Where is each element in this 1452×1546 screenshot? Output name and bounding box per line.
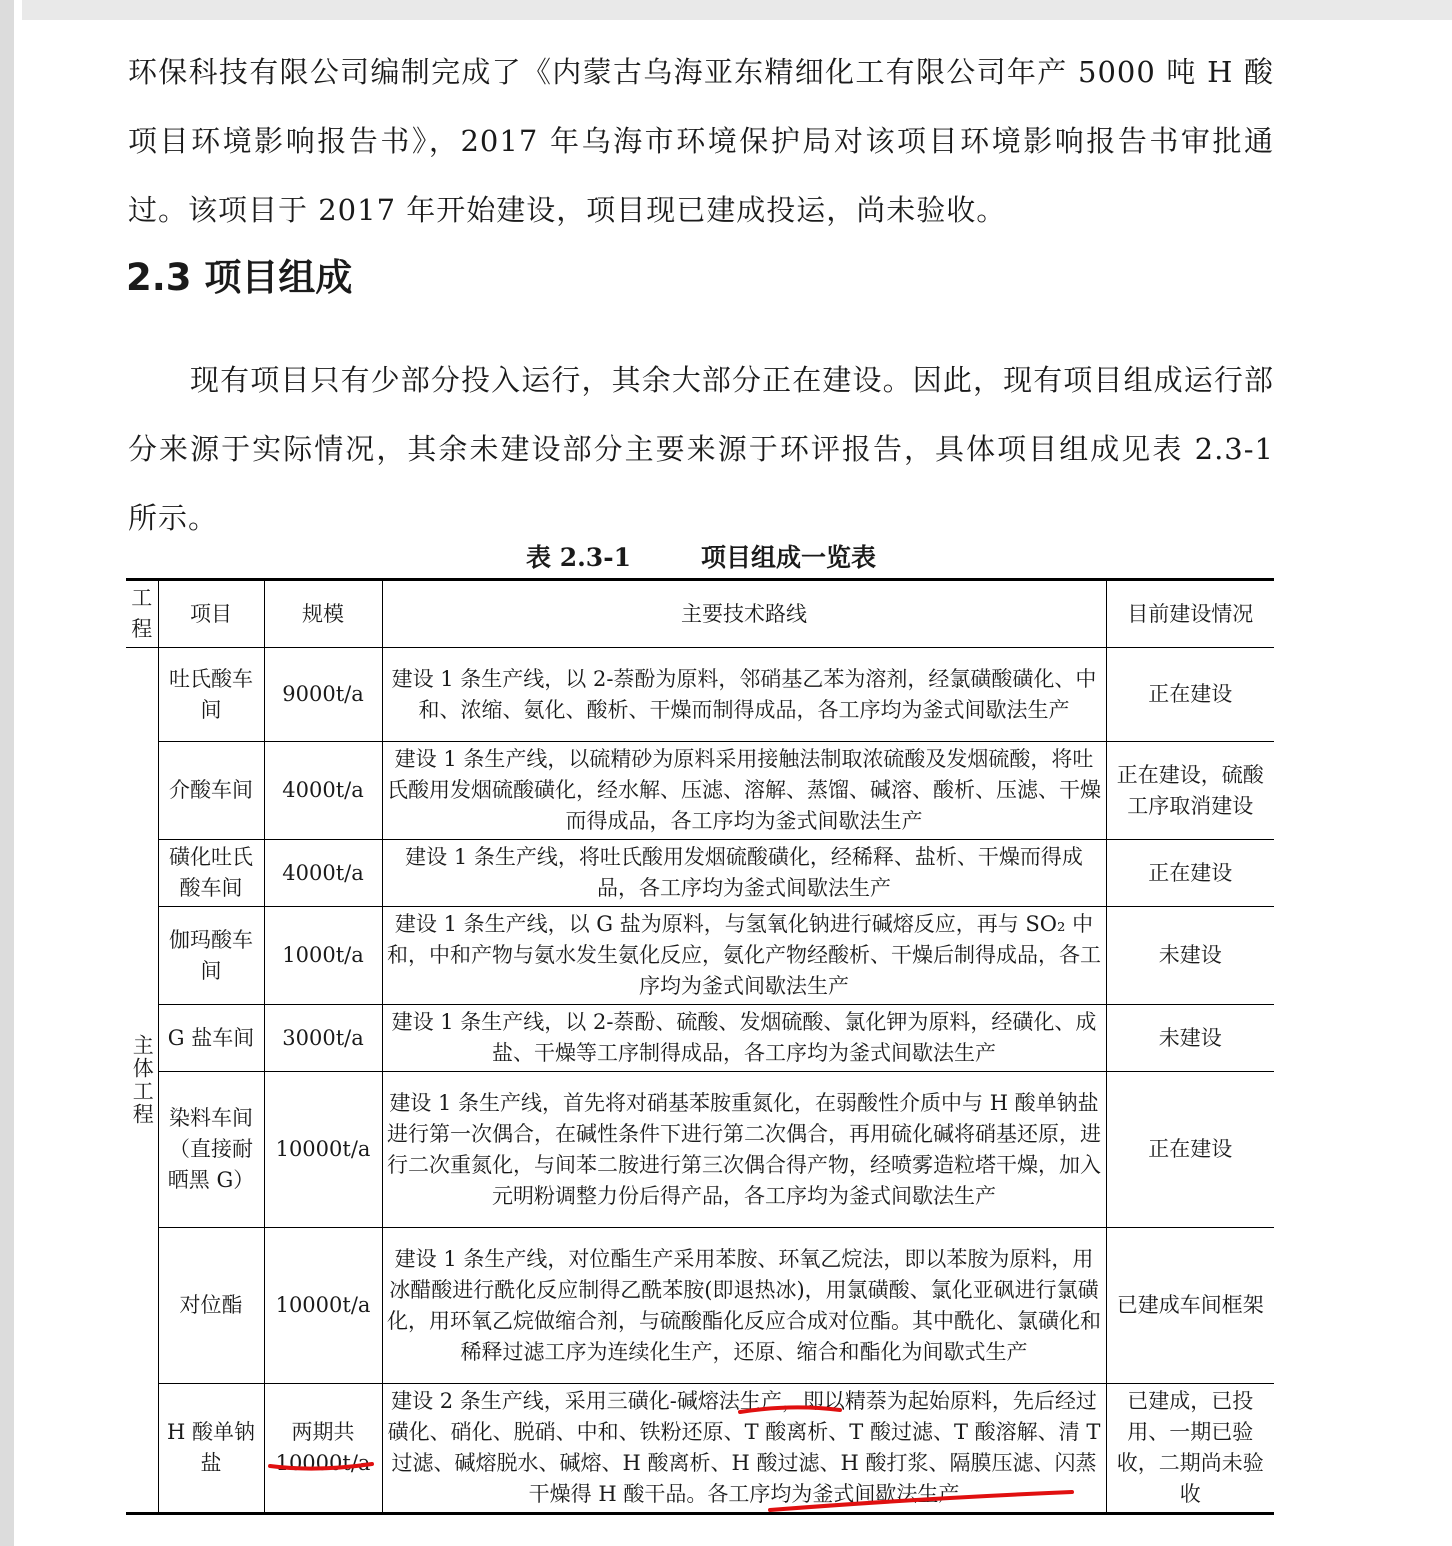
table-row [126,1072,1274,1228]
header-engineering: 工程 [126,580,158,648]
cell-item: H 酸单钠盐 [158,1384,264,1514]
paragraph-composition: 现有项目只有少部分投入运行，其余大部分正在建设。因此，现有项目组成运行部分来源于实际情况，其余未建设部分主要来源于环评报告，具体项目组成见表 2.3-1 所示。 [128,363,1274,535]
cell-scale: 3000t/a [264,1005,382,1072]
cell-item: G 盐车间 [158,1005,264,1072]
cell-status: 未建设 [1106,1005,1274,1072]
cell-item: 伽玛酸车间 [158,907,264,1005]
viewer-top-bar [0,0,1452,20]
cell-scale: 10000t/a [264,1072,382,1228]
paragraph-intro: 环保科技有限公司编制完成了《内蒙古乌海亚东精细化工有限公司年产 5000 吨 H 酸项目环境影响报告书》，2017 年乌海市环境保护局对该项目环境影响报告书审批通过。该项目于 2017 年开始建设，项目现已建成投运，尚未验收。 [128,55,1274,227]
cell-status: 正在建设 [1106,648,1274,742]
cell-route: 建设 1 条生产线，将吐氏酸用发烟硫酸磺化，经稀释、盐析、干燥而得成品，各工序均为釜式间歇法生产 [382,840,1106,907]
table-row [126,648,1274,742]
cell-scale: 4000t/a [264,840,382,907]
document-page [22,20,1452,1546]
section-heading: 2.3 项目组成 [126,256,353,299]
cell-route: 建设 2 条生产线，采用三磺化-碱熔法生产，即以精萘为起始原料，先后经过磺化、硝化、脱硝、中和、铁粉还原、T 酸离析、T 酸过滤、T 酸溶解、清 T 过滤、碱熔脱水、碱熔、H 酸离析、H 酸过滤、H 酸打浆、隔膜压滤、闪蒸干燥得 H 酸干品。各工序均为釜式间歇法生产 [382,1384,1106,1514]
header-status: 目前建设情况 [1106,580,1274,648]
cell-route: 建设 1 条生产线，以硫精砂为原料采用接触法制取浓硫酸及发烟硫酸，将吐氏酸用发烟硫酸磺化，经水解、压滤、溶解、蒸馏、碱溶、酸析、压滤、干燥而得成品，各工序均为釜式间歇法生产 [382,742,1106,840]
header-item: 项目 [158,580,264,648]
cell-item: 对位酯 [158,1228,264,1384]
cell-route: 建设 1 条生产线，首先将对硝基苯胺重氮化，在弱酸性介质中与 H 酸单钠盐进行第一次偶合，在碱性条件下进行第二次偶合，再用硫化碱将硝基还原，进行二次重氮化，与间苯二胺进行第三次偶合得产物，经喷雾造粒塔干燥，加入元明粉调整力份后得产品，各工序均为釜式间歇法生产 [382,1072,1106,1228]
viewer-left-margin [0,0,14,1546]
cell-route: 建设 1 条生产线，对位酯生产采用苯胺、环氧乙烷法，即以苯胺为原料，用冰醋酸进行酰化反应制得乙酰苯胺(即退热冰)，用氯磺酸、氯化亚砜进行氯磺化，用环氧乙烷做缩合剂，与硫酸酯化反应合成对位酯。其中酰化、氯磺化和稀释过滤工序为连续化生产，还原、缩合和酯化为间歇式生产 [382,1228,1106,1384]
cell-status: 正在建设 [1106,840,1274,907]
header-route: 主要技术路线 [382,580,1106,648]
cell-status: 正在建设 [1106,1072,1274,1228]
cell-scale: 两期共 10000t/a [264,1384,382,1514]
group-label-main-engineering: 主体工程 [126,648,158,1514]
header-scale: 规模 [264,580,382,648]
cell-item: 介酸车间 [158,742,264,840]
table-row [126,840,1274,907]
table-title: 项目组成一览表 [700,543,876,572]
project-composition-table [126,578,1274,1515]
cell-status: 已建成车间框架 [1106,1228,1274,1384]
cell-scale: 10000t/a [264,1228,382,1384]
cell-status: 正在建设，硫酸工序取消建设 [1106,742,1274,840]
table-row [126,1005,1274,1072]
cell-item: 染料车间（直接耐晒黑 G） [158,1072,264,1228]
table-row [126,1228,1274,1384]
cell-item: 吐氏酸车间 [158,648,264,742]
cell-scale: 4000t/a [264,742,382,840]
cell-item: 磺化吐氏酸车间 [158,840,264,907]
viewer-gap [14,0,22,1546]
cell-route: 建设 1 条生产线，以 G 盐为原料，与氢氧化钠进行碱熔反应，再与 SO₂ 中和，中和产物与氨水发生氨化反应，氨化产物经酸析、干燥后制得成品，各工序均为釜式间歇法生产 [382,907,1106,1005]
table-number: 表 2.3-1 [526,543,631,572]
cell-route: 建设 1 条生产线，以 2-萘酚、硫酸、发烟硫酸、氯化钾为原料，经磺化、成盐、干燥等工序制得成品，各工序均为釜式间歇法生产 [382,1005,1106,1072]
cell-route: 建设 1 条生产线，以 2-萘酚为原料，邻硝基乙苯为溶剂，经氯磺酸磺化、中和、浓缩、氨化、酸析、干燥而制得成品，各工序均为釜式间歇法生产 [382,648,1106,742]
table-row [126,742,1274,840]
table-header-row [126,580,1274,648]
table-caption [128,541,1274,575]
table-row [126,1384,1274,1514]
table-row [126,907,1274,1005]
cell-scale: 1000t/a [264,907,382,1005]
cell-status: 未建设 [1106,907,1274,1005]
cell-status: 已建成，已投用、一期已验收，二期尚未验收 [1106,1384,1274,1514]
cell-scale: 9000t/a [264,648,382,742]
